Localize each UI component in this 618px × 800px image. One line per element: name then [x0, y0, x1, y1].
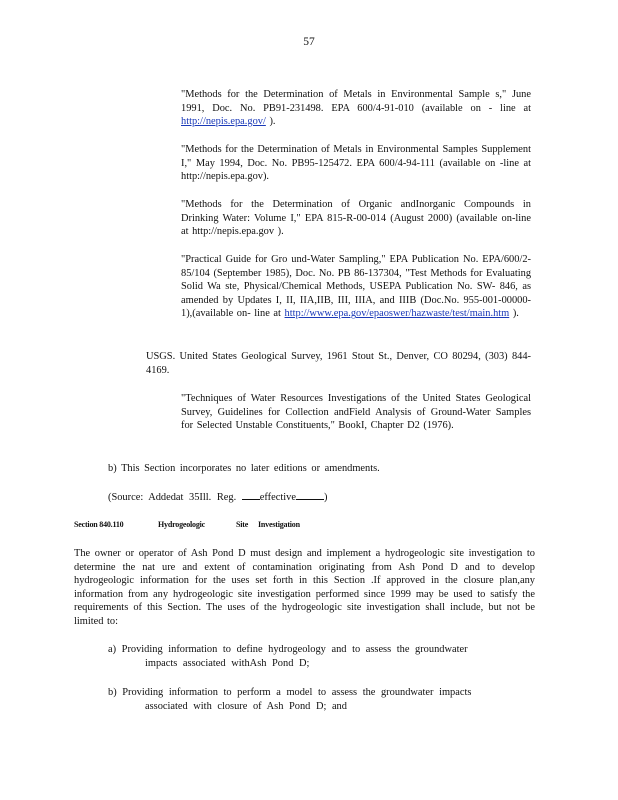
nepis-link[interactable]: http://nepis.epa.gov/: [181, 116, 266, 128]
usgs-text: USGS. United States Geological Survey, 1961 Stout St., Denver, CO 80294, (303) 844-4169.: [146, 351, 531, 376]
list-item: [108, 686, 528, 713]
reference-text: "Methods for the Determination of Organic andInorganic Compounds in Drinking Water: Volume I," EPA 815-R-00-014 (August 2000) (available on-line at http://nepis.epa.gov ).: [181, 199, 531, 238]
reference-tail: ).: [509, 308, 519, 320]
source-suffix: ): [323, 492, 328, 503]
list-item-continuation: impacts associated withAsh Pond D;: [145, 657, 310, 669]
reference-metals-1991: [181, 88, 531, 129]
reference-tail: ).: [265, 116, 276, 128]
reference-usgs-techniques: [181, 392, 531, 433]
reference-text: "Practical Guide for Gro und-Water Sampling," EPA Publication No. EPA/600/2-85/104 (September 1985), Doc. No. PB 86-137304, "Test Methods for Evaluating Solid Wa ste, Physical/Chemical Methods, USEPA Publication No. SW- 846, as amended by Updates I, II, IIA,IIB, III, IIIA, and IIIB (Doc.No. 955-001-00000-1),(available on- line at: [181, 254, 532, 320]
list-item-first-line: b) Providing information to perform a model to assess the groundwater impacts: [108, 687, 472, 698]
reference-drinking-water: [181, 198, 531, 239]
usgs-entry: [146, 350, 531, 377]
section-intro-paragraph: The owner or operator of Ash Pond D must design and implement a hydrogeologic site investigation to determine the nat ure and extent of contamination originating from Ash Pond D and to develop hydrogeologic information for the uses set forth in this Section .If approved in the closure plan,any information from any hydrogeologic site investigation performed since 1999 may be used to satisfy the requirements of this Section. The uses of the hydrogeologic site investigation shall include, but not be limited to:: [74, 548, 535, 627]
section-number: Section 840.110: [74, 520, 124, 529]
reference-text: "Methods for the Determination of Metals in Environmental Sample s," June 1991, Doc. No. PB91-231498. EPA 600/4-91-010 (available on - line at: [181, 89, 531, 114]
reference-text: "Methods for the Determination of Metals in Environmental Samples Supplement I," May 1994, Doc. No. PB95-125472. EPA 600/4-94-111 (available on -line at http://nepis.epa.gov).: [181, 144, 531, 183]
reference-groundwater-sampling: [181, 253, 531, 321]
reference-metals-supplement: [181, 143, 531, 184]
section-title-word-1: Hydrogeologic: [158, 520, 206, 529]
reference-text: "Techniques of Water Resources Investigations of the United States Geological Survey, Guidelines for Collection andField Analysis of Ground-Water Samples for Selected Unstable Constituents," BookI, Chapter D2 (1976).: [181, 393, 531, 432]
section-title-word-2: Site: [236, 520, 249, 529]
source-effective: effective: [259, 492, 296, 503]
list-item-first-line: a) Providing information to define hydrogeology and to assess the groundwater: [108, 644, 468, 655]
blank-line: [242, 490, 260, 500]
list-item: [108, 643, 528, 670]
epa-test-methods-link[interactable]: http://www.epa.gov/epaoswer/hazwaste/test/main.htm: [284, 308, 510, 320]
page-number: 57: [303, 36, 315, 48]
blank-line: [296, 490, 324, 500]
source-note: [108, 490, 327, 505]
subsection-b-statement: b) This Section incorporates no later editions or amendments.: [108, 463, 380, 474]
source-prefix: (Source: Addedat 35Ill. Reg.: [108, 492, 237, 503]
list-item-continuation: associated with closure of Ash Pond D; and: [145, 700, 347, 712]
section-title-word-3: Investigation: [258, 520, 300, 529]
section-heading: [74, 518, 300, 532]
